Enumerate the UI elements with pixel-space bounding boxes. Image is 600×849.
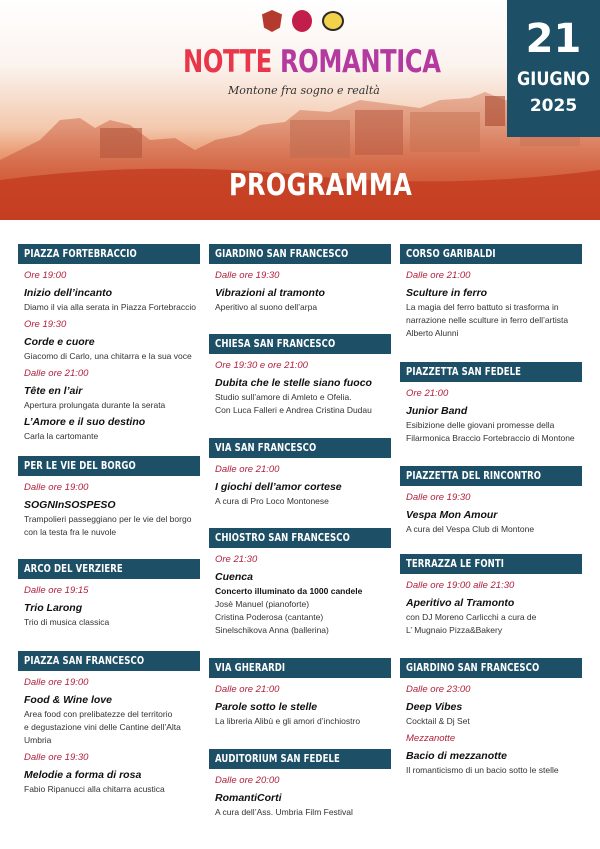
venue-bar: VIA GHERARDI bbox=[209, 658, 391, 678]
event-desc: Carla la cartomante bbox=[24, 431, 99, 441]
sponsor-logos bbox=[262, 10, 344, 32]
event-time: Dalle ore 20:00 bbox=[215, 775, 280, 786]
event-time: Dalle ore 19:00 bbox=[24, 482, 89, 493]
event-time: Ore 21:30 bbox=[215, 554, 258, 565]
heart-logo bbox=[292, 10, 312, 32]
venue-chiesa-san-francesco bbox=[209, 334, 391, 416]
event-title: Sculture in ferro bbox=[406, 287, 488, 299]
event-desc: A cura dell’Ass. Umbria Film Festival bbox=[215, 807, 353, 817]
event-title: Corde e cuore bbox=[24, 336, 95, 348]
venue-bar: GIARDINO SAN FRANCESCO bbox=[209, 244, 391, 264]
venue-arco-del-verziere bbox=[18, 559, 200, 628]
date-day: 21 bbox=[525, 16, 582, 62]
event-time: Ore 19:30 bbox=[24, 319, 67, 330]
venue-bar: CHIESA SAN FRANCESCO bbox=[209, 334, 391, 354]
event-desc: La libreria Alibù e gli amori d’inchiostro bbox=[215, 716, 361, 726]
event-highlight: Concerto illuminato da 1000 candele bbox=[215, 586, 363, 596]
event-desc: Fabio Ripanucci alla chitarra acustica bbox=[24, 784, 165, 794]
event-desc: e degustazione vini delle Cantine dell’Alta bbox=[24, 722, 181, 732]
event-desc: con DJ Moreno Carlicchi a cura de bbox=[406, 612, 537, 622]
event-time: Ore 19:00 bbox=[24, 270, 67, 281]
poster-header bbox=[0, 0, 600, 220]
venue-chiostro-san-francesco bbox=[209, 528, 391, 636]
venue-bar: ARCO DEL VERZIERE bbox=[18, 559, 200, 579]
event-title: Cuenca bbox=[215, 571, 253, 583]
event-desc: Esibizione delle giovani promesse della bbox=[406, 420, 555, 430]
event-desc: Il romanticismo di un bacio sotto le stelle bbox=[406, 765, 559, 775]
venue-bar: PIAZZA FORTEBRACCIO bbox=[18, 244, 200, 264]
venue-bar: PIAZZETTA DEL RINCONTRO bbox=[400, 466, 582, 486]
date-year: 2025 bbox=[529, 96, 578, 116]
programma-heading: PROGRAMMA bbox=[229, 168, 413, 203]
event-desc: Trampolieri passeggiano per le vie del borgo bbox=[24, 514, 192, 524]
municipal-crest-logo bbox=[262, 10, 282, 32]
event-title: Melodie a forma di rosa bbox=[24, 769, 142, 781]
venue-per-le-vie-del-borgo bbox=[18, 456, 200, 538]
event-title: L’Amore e il suo destino bbox=[24, 416, 146, 428]
event-time: Dalle ore 19:30 bbox=[215, 270, 280, 281]
event-title: Deep Vibes bbox=[406, 701, 463, 713]
venue-bar: TERRAZZA LE FONTI bbox=[400, 554, 582, 574]
event-desc: Studio sull’amore di Amleto e Ofelia. bbox=[215, 392, 352, 402]
event-title: Dubita che le stelle siano fuoco bbox=[215, 377, 372, 389]
date-month: GIUGNO bbox=[517, 68, 590, 90]
event-title: Food & Wine love bbox=[24, 694, 112, 706]
event-desc: Diamo il via alla serata in Piazza Fortebraccio bbox=[24, 302, 196, 312]
venue-auditorium-san-fedele bbox=[209, 749, 391, 818]
event-time: Mezzanotte bbox=[406, 733, 456, 744]
event-desc: Alberto Alunni bbox=[406, 328, 459, 338]
event-title: Aperitivo al Tramonto bbox=[406, 597, 515, 609]
event-title: SOGNInSOSPESO bbox=[24, 499, 116, 511]
event-time: Dalle ore 21:00 bbox=[215, 464, 280, 475]
event-title: RomantiCorti bbox=[215, 792, 282, 804]
event-desc: Aperitivo al suono dell’arpa bbox=[215, 302, 318, 312]
pro-loco-logo bbox=[322, 11, 344, 31]
event-title: Vespa Mon Amour bbox=[406, 509, 498, 521]
event-subtitle: Montone fra sogno e realtà bbox=[228, 84, 380, 97]
event-title: Tête en l’air bbox=[24, 385, 83, 397]
event-desc: L’ Mugnaio Pizza&Bakery bbox=[406, 625, 503, 635]
event-desc: Filarmonica Braccio Fortebraccio di Montone bbox=[406, 433, 575, 443]
event-desc: Trio di musica classica bbox=[24, 617, 110, 627]
venue-bar: PER LE VIE DEL BORGO bbox=[18, 456, 200, 476]
event-desc: Apertura prolungata durante la serata bbox=[24, 400, 166, 410]
event-desc: A cura del Vespa Club di Montone bbox=[406, 524, 535, 534]
event-desc: La magia del ferro battuto si trasforma in bbox=[406, 302, 559, 312]
venue-bar: CHIOSTRO SAN FRANCESCO bbox=[209, 528, 391, 548]
event-time: Dalle ore 23:00 bbox=[406, 684, 471, 695]
event-time: Dalle ore 19:15 bbox=[24, 585, 89, 596]
event-desc: Area food con prelibatezze del territorio bbox=[24, 709, 173, 719]
venue-bar: PIAZZETTA SAN FEDELE bbox=[400, 362, 582, 382]
event-time: Ore 19:30 e ore 21:00 bbox=[215, 360, 308, 371]
venue-piazza-san-francesco bbox=[18, 651, 200, 795]
venue-bar: VIA SAN FRANCESCO bbox=[209, 438, 391, 458]
venue-via-san-francesco bbox=[209, 438, 391, 507]
event-time: Dalle ore 19:30 bbox=[24, 752, 89, 763]
event-time: Dalle ore 21:00 bbox=[406, 270, 471, 281]
event-desc: Josè Manuel (pianoforte) bbox=[215, 599, 310, 609]
event-title: Trio Larong bbox=[24, 602, 83, 614]
venue-piazzetta-san-fedele bbox=[400, 362, 582, 444]
event-desc: Giacomo di Carlo, una chitarra e la sua voce bbox=[24, 351, 192, 361]
event-time: Dalle ore 19:00 bbox=[24, 677, 89, 688]
event-desc: Cristina Poderosa (cantante) bbox=[215, 612, 324, 622]
event-title: I giochi dell’amor cortese bbox=[215, 481, 342, 493]
event-title: Parole sotto le stelle bbox=[215, 701, 318, 713]
event-desc: Con Luca Falleri e Andrea Cristina Dudau bbox=[215, 405, 372, 415]
event-time: Dalle ore 21:00 bbox=[24, 368, 89, 379]
event-time: Dalle ore 21:00 bbox=[215, 684, 280, 695]
event-desc: A cura di Pro Loco Montonese bbox=[215, 496, 329, 506]
event-desc: con la testa fra le nuvole bbox=[24, 527, 117, 537]
event-time: Dalle ore 19:00 alle 21:30 bbox=[406, 580, 515, 591]
venue-bar: AUDITORIUM SAN FEDELE bbox=[209, 749, 391, 769]
event-title: Bacio di mezzanotte bbox=[406, 750, 507, 762]
event-title: NOTTE ROMANTICA bbox=[183, 44, 441, 80]
venue-bar: CORSO GARIBALDI bbox=[400, 244, 582, 264]
venue-piazza-fortebraccio bbox=[18, 244, 200, 442]
venue-corso-garibaldi bbox=[400, 244, 582, 339]
venue-piazzetta-del-rincontro bbox=[400, 466, 582, 535]
event-desc: narrazione nelle sculture in ferro dell’artista bbox=[406, 315, 569, 325]
venue-bar: GIARDINO SAN FRANCESCO bbox=[400, 658, 582, 678]
date-box bbox=[507, 0, 600, 137]
event-time: Dalle ore 19:30 bbox=[406, 492, 471, 503]
venue-bar: PIAZZA SAN FRANCESCO bbox=[18, 651, 200, 671]
venue-giardino-san-francesco bbox=[209, 244, 391, 313]
venue-via-gherardi bbox=[209, 658, 391, 727]
event-desc: Cocktail & Dj Set bbox=[406, 716, 470, 726]
event-title: Inizio dell’incanto bbox=[24, 287, 113, 299]
event-desc: Umbria bbox=[24, 735, 52, 745]
venue-terrazza-le-fonti bbox=[400, 554, 582, 636]
event-title: Vibrazioni al tramonto bbox=[215, 287, 325, 299]
event-desc: Sinelschikova Anna (ballerina) bbox=[215, 625, 329, 635]
event-title: Junior Band bbox=[406, 405, 468, 417]
venue-giardino-san-francesco-late bbox=[400, 658, 582, 776]
event-time: Ore 21:00 bbox=[406, 388, 449, 399]
